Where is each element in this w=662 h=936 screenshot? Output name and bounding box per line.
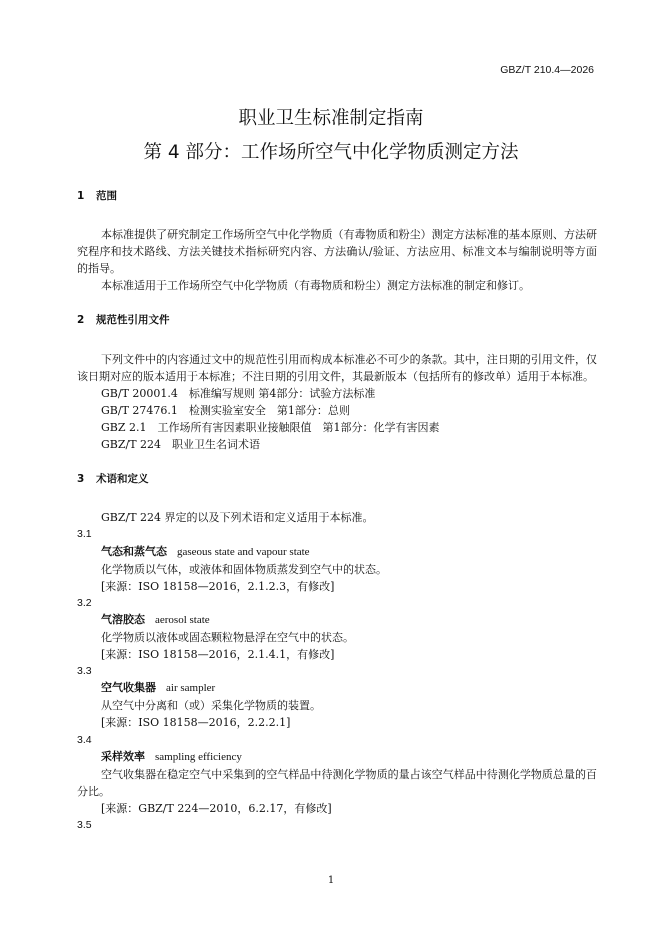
term-english: sampling efficiency bbox=[155, 750, 242, 763]
section-heading-scope bbox=[77, 188, 597, 204]
reference-item: GBZ 2.1 工作场所有害因素职业接触限值 第1部分：化学有害因素 bbox=[101, 420, 440, 434]
term-english: air sampler bbox=[166, 682, 216, 695]
section-heading-terms-and-definitions bbox=[77, 471, 597, 487]
section-number: 2 bbox=[77, 314, 85, 327]
term-chinese: 气态和蒸气态 bbox=[101, 544, 167, 558]
reference-item: GB/T 27476.1 检测实验室安全 第1部分：总则 bbox=[101, 403, 350, 417]
term-entry bbox=[77, 543, 597, 561]
section-title: 范围 bbox=[96, 190, 117, 202]
term-chinese: 气溶胶态 bbox=[101, 612, 145, 626]
term-number: 3.4 bbox=[77, 733, 92, 746]
paragraph: 本标准适用于工作场所空气中化学物质（有毒物质和粉尘）测定方法标准的制定和修订。 bbox=[101, 279, 530, 293]
title-line-2: 第 4 部分：工作场所空气中化学物质测定方法 bbox=[143, 142, 519, 163]
term-entry bbox=[77, 679, 597, 697]
section-heading-normative-references bbox=[77, 312, 597, 328]
term-number: 3.2 bbox=[77, 596, 92, 609]
term-entry bbox=[77, 611, 597, 629]
title-line-1: 职业卫生标准制定指南 bbox=[238, 108, 424, 129]
section-title: 规范性引用文件 bbox=[96, 314, 170, 327]
page-number: 1 bbox=[327, 875, 335, 886]
term-source: [来源：ISO 18158—2016，2.1.4.1，有修改] bbox=[101, 648, 335, 662]
reference-item: GBZ/T 224 职业卫生名词术语 bbox=[101, 437, 261, 451]
term-source: [来源：GBZ/T 224—2010，6.2.17，有修改] bbox=[101, 801, 332, 815]
paragraph: 下列文件中的内容通过文中的规范性引用而构成本标准必不可少的条款。其中，注日期的引用文件，仅该日期对应的版本适用于本标准；不注日期的引用文件，其最新版本（包括所有的修改单）适用于本标准。 bbox=[77, 352, 597, 383]
paragraph: 本标准提供了研究制定工作场所空气中化学物质（有毒物质和粉尘）测定方法标准的基本原则、方法研究程序和技术路线、方法关键技术指标研究内容、方法确认/验证、方法应用、标准文本与编制说明等方面的指导。 bbox=[77, 228, 597, 276]
term-chinese: 采样效率 bbox=[101, 749, 145, 763]
term-definition: 化学物质以液体或固态颗粒物悬浮在空气中的状态。 bbox=[101, 631, 354, 645]
term-chinese: 空气收集器 bbox=[101, 681, 156, 695]
document-title bbox=[0, 102, 662, 170]
term-number: 3.1 bbox=[77, 528, 92, 541]
document-body bbox=[77, 188, 597, 833]
term-source: [来源：ISO 18158—2016，2.1.2.3，有修改] bbox=[101, 579, 335, 593]
term-entry bbox=[77, 748, 597, 766]
paragraph: GBZ/T 224 界定的以及下列术语和定义适用于本标准。 bbox=[101, 511, 374, 525]
section-title: 术语和定义 bbox=[96, 473, 149, 485]
term-definition: 从空气中分离和（或）采集化学物质的装置。 bbox=[101, 699, 321, 713]
term-source: [来源：ISO 18158—2016，2.2.2.1] bbox=[101, 716, 291, 730]
document-number: GBZ/T 210.4—2026 bbox=[500, 64, 594, 76]
term-number: 3.3 bbox=[77, 665, 92, 678]
section-number: 3 bbox=[77, 473, 85, 485]
term-definition: 空气收集器在稳定空气中采集到的空气样品中待测化学物质的量占该空气样品中待测化学物质总量的百分比。 bbox=[77, 767, 597, 798]
section-number: 1 bbox=[77, 190, 85, 202]
term-english: aerosol state bbox=[155, 613, 210, 626]
term-number: 3.5 bbox=[77, 818, 92, 831]
term-english: gaseous state and vapour state bbox=[177, 545, 310, 558]
term-definition: 化学物质以气体，或液体和固体物质蒸发到空气中的状态。 bbox=[101, 562, 387, 576]
reference-item: GB/T 20001.4 标准编写规则 第4部分：试验方法标准 bbox=[101, 386, 376, 400]
